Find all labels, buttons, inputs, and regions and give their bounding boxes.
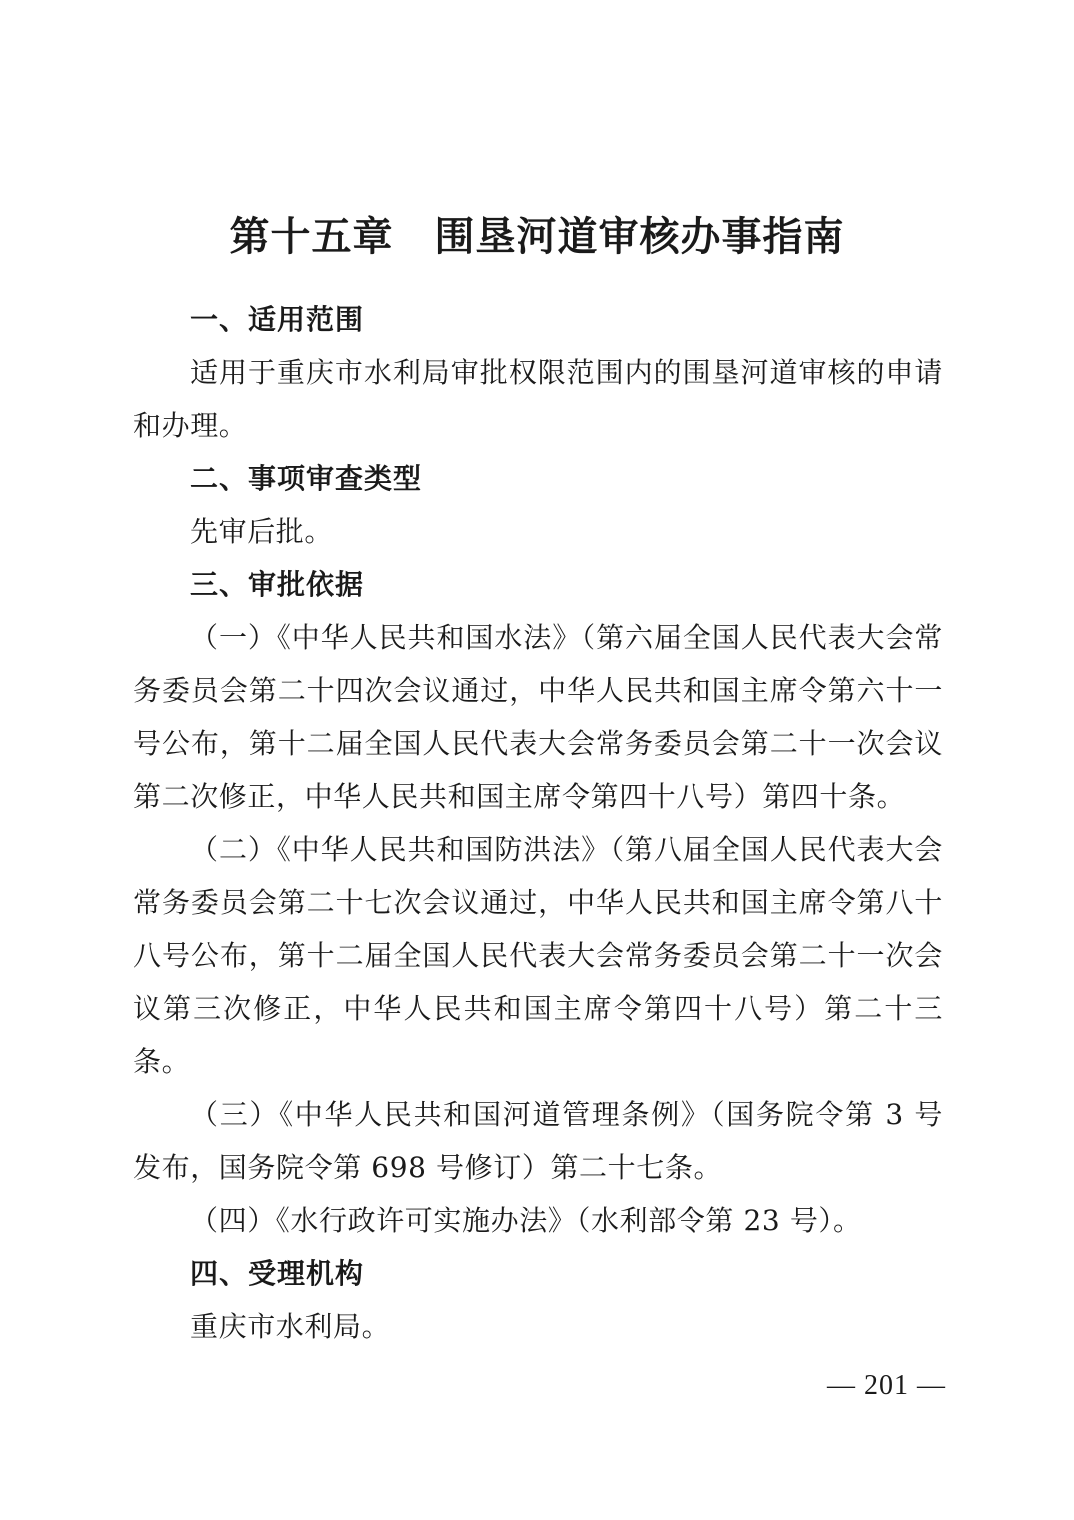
document-body — [133, 293, 943, 1353]
paragraph-scope: 适用于重庆市水利局审批权限范围内的围垦河道审核的申请和办理。 — [133, 356, 943, 442]
section-heading-review-type: 二、事项审查类型 — [190, 462, 423, 495]
paragraph-water-law: （一）《中华人民共和国水法》（第六届全国人民代表大会常务委员会第二十四次会议通过，中华人民共和国主席令第六十一号公布，第十二届全国人民代表大会常务委员会第二十一次会议第二次修正，中华人民共和国主席令第四十八号）第四十条。 — [133, 621, 943, 813]
section-heading-accepting-agency: 四、受理机构 — [190, 1257, 365, 1290]
paragraph-accepting-agency: 重庆市水利局。 — [190, 1310, 391, 1343]
paragraph-licensing-measures: （四）《水行政许可实施办法》（水利部令第 23 号）。 — [190, 1204, 862, 1237]
paragraph-river-regulation: （三）《中华人民共和国河道管理条例》（国务院令第 3 号发布，国务院令第 698 号修订）第二十七条。 — [133, 1098, 943, 1184]
section-heading-scope: 一、适用范围 — [190, 303, 365, 336]
paragraph-review-type: 先审后批。 — [190, 515, 334, 548]
chapter-title: 第十五章 围垦河道审核办事指南 — [229, 213, 845, 260]
paragraph-flood-control-law: （二）《中华人民共和国防洪法》（第八届全国人民代表大会常务委员会第二十七次会议通过，中华人民共和国主席令第八十八号公布，第十二届全国人民代表大会常务委员会第二十一次会议第三次修正，中华人民共和国主席令第四十八号）第二十三条。 — [133, 833, 943, 1078]
section-heading-legal-basis: 三、审批依据 — [190, 568, 365, 601]
page-number: — 201 — — [827, 1370, 946, 1401]
